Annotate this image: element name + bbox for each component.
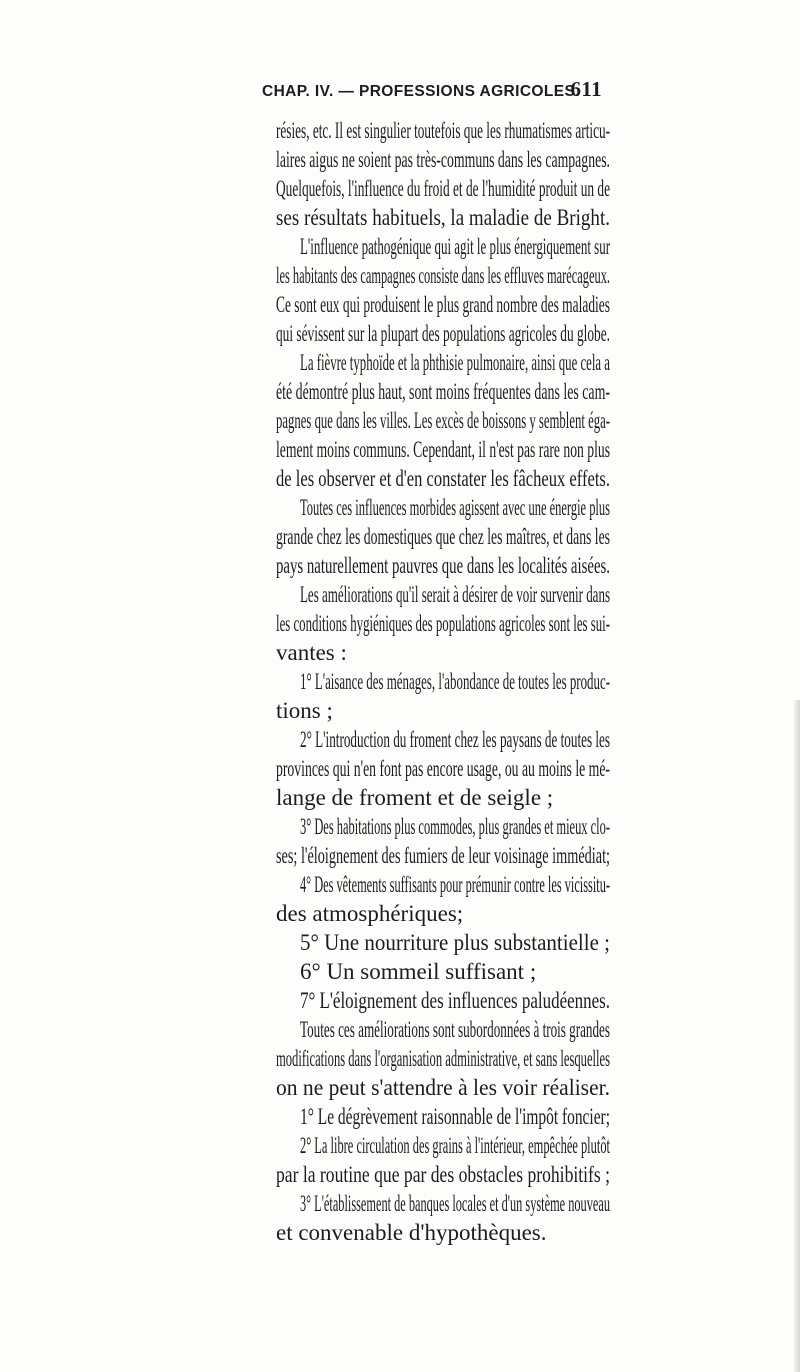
body-text — [276, 116, 610, 1247]
text-line: vantes : — [276, 640, 347, 665]
text-line: 3° L'établissement de banques locales et d'un système nouveau — [300, 1191, 610, 1216]
text-line: L'influence pathogénique qui agit le plus énergiquement sur — [300, 234, 610, 259]
text-line: de les observer et d'en constater les fâcheux effets. — [276, 466, 610, 491]
text-line: provinces qui n'en font pas encore usage, ou au moins le mé- — [276, 756, 610, 781]
text-line: 6° Un sommeil suffisant ; — [300, 959, 537, 984]
text-line: laires aigus ne soient pas très-communs dans les campagnes. — [276, 147, 610, 172]
text-line: ses; l'éloignement des fumiers de leur voisinage immédiat; — [276, 843, 610, 868]
text-line: 4° Des vêtements suffisants pour prémunir contre les vicissitu- — [300, 872, 610, 897]
text-line: 2° L'introduction du froment chez les paysans de toutes les — [300, 727, 610, 752]
text-line: les habitants des campagnes consiste dans les effluves marécageux. — [276, 263, 610, 288]
text-line: 2° La libre circulation des grains à l'intérieur, empêchée plutôt — [300, 1133, 610, 1158]
text-line: 1° Le dégrèvement raisonnable de l'impôt foncier; — [300, 1104, 610, 1129]
text-line: et convenable d'hypothèques. — [276, 1220, 547, 1245]
text-line: par la routine que par des obstacles prohibitifs ; — [276, 1162, 610, 1187]
text-line: les conditions hygiéniques des populations agricoles sont les sui- — [276, 611, 610, 636]
text-line: résies, etc. Il est singulier toutefois que les rhumatismes articu- — [276, 118, 610, 143]
text-line: 1° L'aisance des ménages, l'abondance de toutes les produc- — [300, 669, 610, 694]
text-line: pays naturellement pauvres que dans les localités aisées. — [276, 553, 610, 578]
text-line: tions ; — [276, 698, 333, 723]
running-head: CHAP. IV. — PROFESSIONS AGRICOLES. — [262, 83, 580, 100]
page-number: 611 — [570, 77, 602, 101]
text-line: lange de froment et de seigle ; — [276, 785, 554, 810]
text-line: des atmosphériques; — [276, 901, 464, 926]
text-line: Les améliorations qu'il serait à désirer de voir survenir dans — [300, 582, 610, 607]
page-header — [262, 77, 602, 111]
page-edge-shadow — [794, 700, 800, 1372]
text-line: grande chez les domestiques que chez les maîtres, et dans les — [276, 524, 610, 549]
text-line: qui sévissent sur la plupart des populations agricoles du globe. — [276, 321, 610, 346]
text-line: pagnes que dans les villes. Les excès de boissons y semblent éga- — [276, 408, 610, 433]
text-line: 3° Des habitations plus commodes, plus grandes et mieux clo- — [300, 814, 610, 839]
text-line: Ce sont eux qui produisent le plus grand nombre des maladies — [276, 292, 610, 317]
text-line: 7° L'éloignement des influences paludéennes. — [300, 988, 610, 1013]
text-line: ses résultats habituels, la maladie de Bright. — [276, 205, 610, 230]
text-line: lement moins communs. Cependant, il n'est pas rare non plus — [276, 437, 610, 462]
text-line: La fièvre typhoïde et la phthisie pulmonaire, ainsi que cela a — [300, 350, 610, 375]
text-line: Quelquefois, l'influence du froid et de l'humidité produit un de — [276, 176, 610, 201]
text-line: été démontré plus haut, sont moins fréquentes dans les cam- — [276, 379, 610, 404]
text-line: on ne peut s'attendre à les voir réaliser. — [276, 1075, 610, 1100]
text-line: 5° Une nourriture plus substantielle ; — [300, 930, 610, 955]
text-line: Toutes ces influences morbides agissent avec une énergie plus — [300, 495, 610, 520]
text-line: Toutes ces améliorations sont subordonnées à trois grandes — [300, 1017, 610, 1042]
text-line: modifications dans l'organisation administrative, et sans lesquelles — [276, 1046, 610, 1071]
